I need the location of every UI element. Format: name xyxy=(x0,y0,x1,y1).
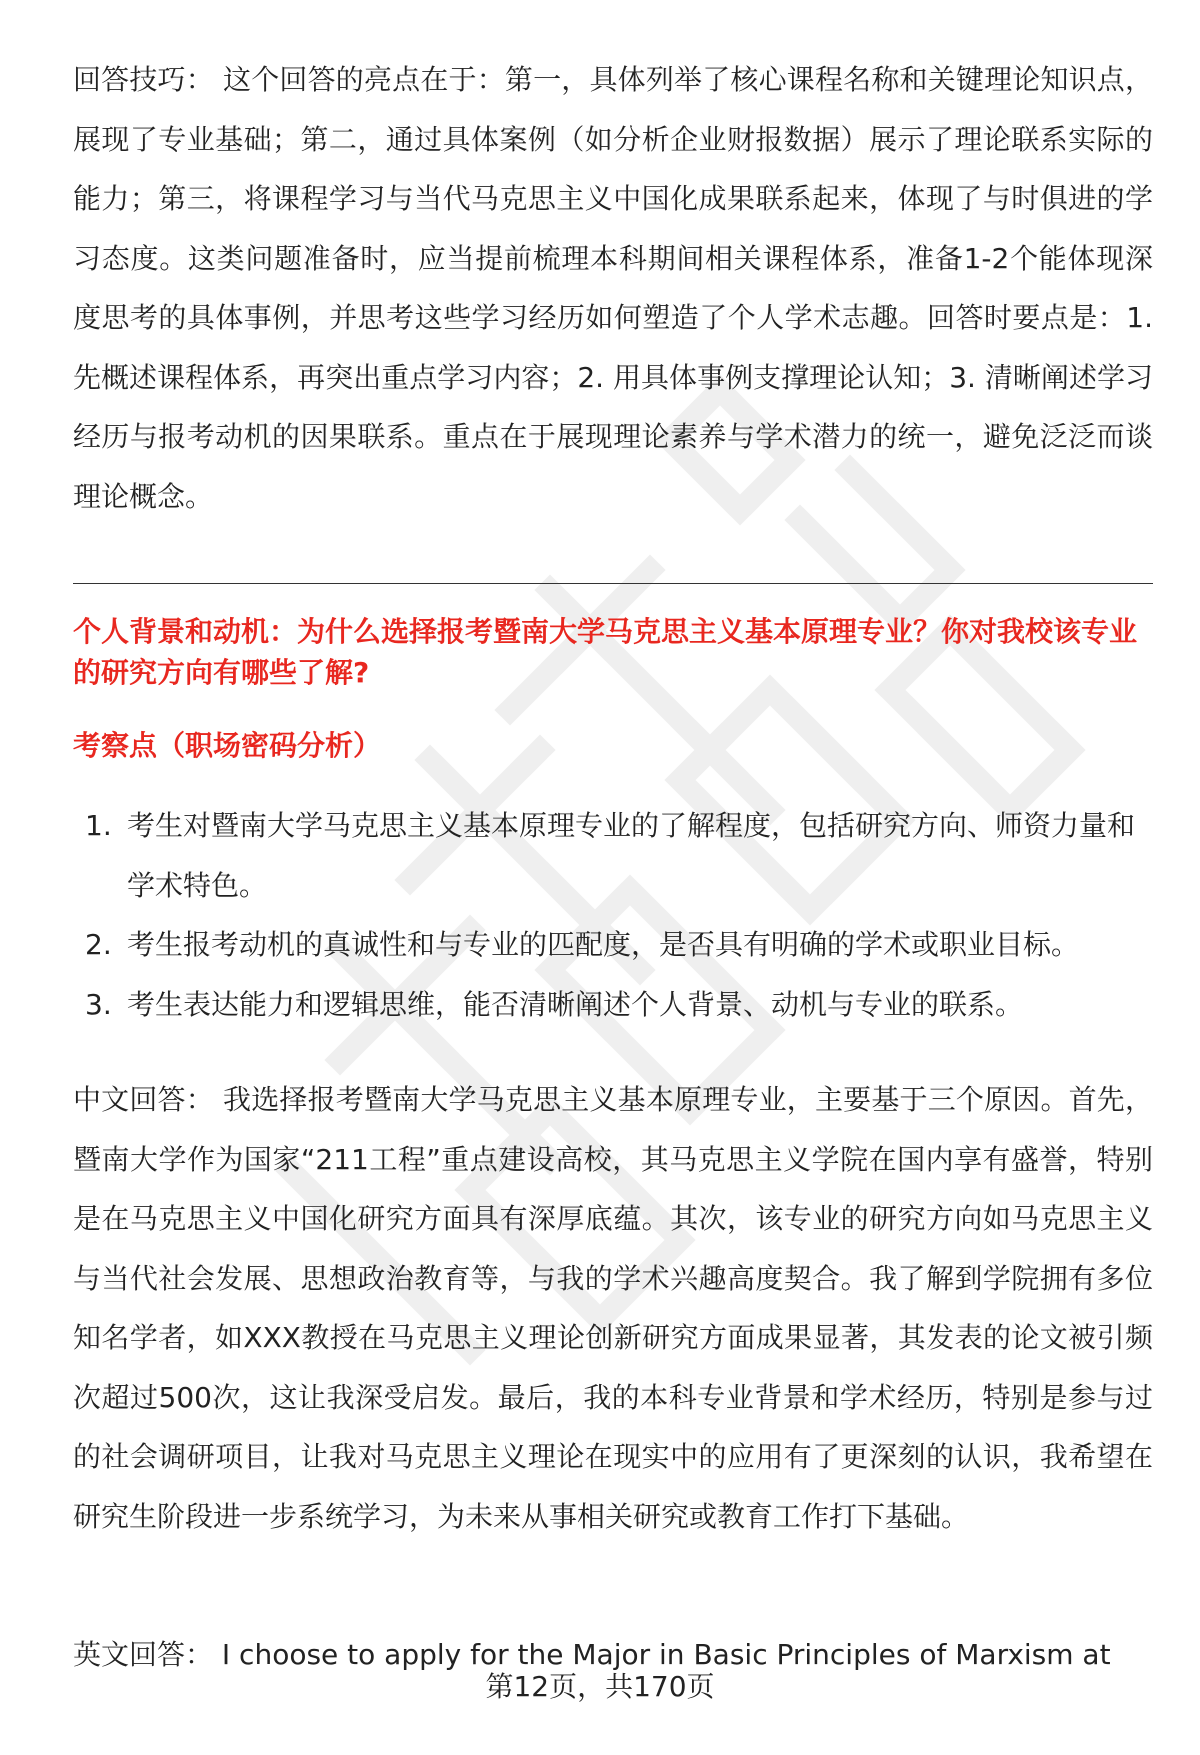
list-item-number: 3. xyxy=(85,987,112,1021)
question-title: 个人背景和动机：为什么选择报考暨南大学马克思主义基本原理专业？你对我校该专业的研究方向有哪些了解? xyxy=(73,615,1138,689)
chinese-answer-section xyxy=(73,1070,1153,1546)
list-item xyxy=(73,796,1153,915)
list-item xyxy=(73,915,1153,975)
exam-points-heading: 考察点（职场密码分析） xyxy=(73,729,382,762)
list-item-number: 1. xyxy=(85,809,112,842)
english-answer-paragraph: 英文回答： I choose to apply for the Major in Basic Principles of Marxism at xyxy=(73,1638,1111,1671)
list-item-number: 2. xyxy=(85,928,112,961)
page-number-footer: 第12页，共170页 xyxy=(485,1670,715,1703)
list-item-text: 考生对暨南大学马克思主义基本原理专业的了解程度，包括研究方向、师资力量和学术特色。 xyxy=(127,809,1136,902)
chinese-answer-paragraph: 中文回答： 我选择报考暨南大学马克思主义基本原理专业，主要基于三个原因。首先，暨南大学作为国家“211工程”重点建设高校，其马克思主义学院在国内享有盛誉，特别是在马克思主义中国化研究方面具有深厚底蕴。其次，该专业的研究方向如马克思主义与当代社会发展、思想政治教育等，与我的学术兴趣高度契合。我了解到学院拥有多位知名学者，如XXX教授在马克思主义理论创新研究方面成果显著，其发表的论文被引频次超过500次，这让我深受启发。最后，我的本科专业背景和学术经历，特别是参与过的社会调研项目，让我对马克思主义理论在现实中的应用有了更深刻的认识，我希望在研究生阶段进一步系统学习，为未来从事相关研究或教育工作打下基础。 xyxy=(73,1083,1153,1533)
list-item-text: 考生表达能力和逻辑思维，能否清晰阐述个人背景、动机与专业的联系。 xyxy=(127,987,1024,1021)
list-item-text: 考生报考动机的真诚性和与专业的匹配度，是否具有明确的学术或职业目标。 xyxy=(127,928,1080,961)
tips-section xyxy=(73,50,1153,526)
list-item xyxy=(73,975,1153,1035)
exam-points-list xyxy=(73,796,1153,1034)
tips-paragraph: 回答技巧： 这个回答的亮点在于：第一，具体列举了核心课程名称和关键理论知识点，展现了专业基础；第二，通过具体案例（如分析企业财报数据）展示了理论联系实际的能力；第三，将课程学习与当代马克思主义中国化成果联系起来，体现了与时俱进的学习态度。这类问题准备时，应当提前梳理本科期间相关课程体系，准备1-2个能体现深度思考的具体事例，并思考这些学习经历如何塑造了个人学术志趣。回答时要点是：1. 先概述课程体系，再突出重点学习内容；2. 用具体事例支撑理论认知；3. 清晰阐述学习经历与报考动机的因果联系。重点在于展现理论素养与学术潜力的统一，避免泛泛而谈理论概念。 xyxy=(73,63,1153,513)
section-divider xyxy=(73,583,1153,584)
